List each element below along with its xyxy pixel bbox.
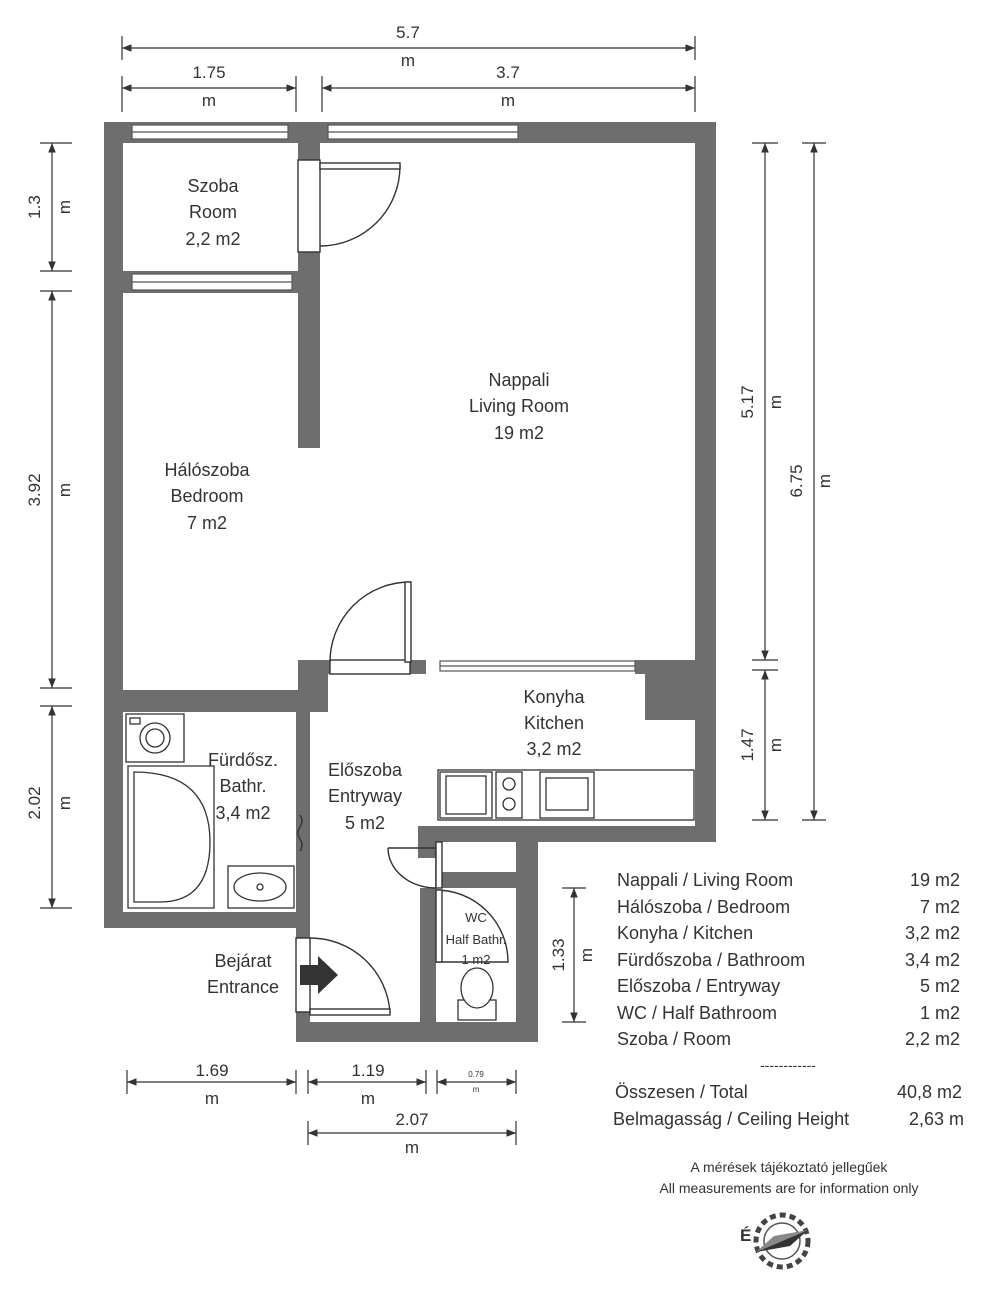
room-area: 2,2 m2: [185, 229, 241, 249]
kitchen-name-en: Kitchen: [523, 713, 585, 733]
legend-value: 3,2 m2: [904, 923, 960, 943]
legend-label: Szoba / Room: [617, 1029, 732, 1049]
dim-unit: m: [404, 1138, 420, 1157]
entrance-line2: Entrance: [206, 977, 280, 997]
dim-unit: m: [500, 91, 516, 110]
dim-unit: m: [766, 737, 785, 753]
note-hu: A mérések tájékoztató jellegűek: [690, 1159, 888, 1175]
legend-value: 3,4 m2: [904, 950, 960, 970]
area-legend: [613, 870, 964, 1129]
dim-bottom-3: 0.79: [468, 1070, 484, 1079]
dim-unit: m: [815, 473, 834, 489]
legend-label: Hálószoba / Bedroom: [617, 897, 791, 917]
dim-top-total: 5.7: [396, 23, 420, 42]
legend-label: Előszoba / Entryway: [617, 976, 781, 996]
dim-bottom-1: 1.69: [195, 1061, 229, 1080]
dim-bottom-total: 2.07: [395, 1110, 429, 1129]
living-name-hu: Nappali: [488, 370, 550, 390]
wc-area: 1 m2: [461, 952, 491, 967]
legend-value: 1 m2: [919, 1003, 960, 1023]
dim-unit: m: [766, 394, 785, 410]
legend-total-label: Összesen / Total: [615, 1082, 748, 1102]
compass-icon: [740, 1215, 808, 1267]
living-name-en: Living Room: [468, 396, 570, 416]
dim-left-3: 2.02: [25, 786, 44, 820]
dim-top-right: 3.7: [496, 63, 520, 82]
wc-name-en: Half Bathr.: [445, 932, 507, 947]
legend-label: Konyha / Kitchen: [617, 923, 754, 943]
dim-unit: m: [472, 1085, 480, 1094]
dim-right-lower: 1.47: [738, 728, 757, 762]
dim-unit: m: [360, 1089, 376, 1108]
dim-unit: m: [55, 795, 74, 811]
dim-right-total: 6.75: [787, 464, 806, 498]
kitchen-name-hu: Konyha: [523, 687, 585, 707]
living-area: 19 m2: [493, 423, 545, 443]
bathroom-name-en: Bathr.: [219, 776, 267, 796]
dim-unit: m: [204, 1089, 220, 1108]
legend-label: Nappali / Living Room: [617, 870, 794, 890]
dim-left-1: 1.3: [25, 195, 44, 219]
bathroom-name-hu: Fürdősz.: [207, 750, 279, 770]
dim-unit: m: [55, 199, 74, 215]
dim-right-upper: 5.17: [738, 385, 757, 419]
legend-value: 7 m2: [919, 897, 960, 917]
legend-label: Fürdőszoba / Bathroom: [617, 950, 806, 970]
entryway-area: 5 m2: [344, 813, 386, 833]
legend-value: 19 m2: [909, 870, 960, 890]
kitchen-area: 3,2 m2: [526, 739, 582, 759]
note-en: All measurements are for information only: [659, 1180, 919, 1196]
dim-unit: m: [400, 51, 416, 70]
legend-value: 2,2 m2: [904, 1029, 960, 1049]
dim-unit: m: [201, 91, 217, 110]
dim-unit: m: [577, 947, 596, 963]
entrance-line1: Bejárat: [214, 951, 272, 971]
room-name-hu: Szoba: [187, 176, 239, 196]
entryway-name-hu: Előszoba: [327, 760, 403, 780]
legend-ceiling-value: 2,63 m: [908, 1109, 964, 1129]
bedroom-name-hu: Hálószoba: [164, 460, 250, 480]
legend-ceiling-label: Belmagasság / Ceiling Height: [613, 1109, 850, 1129]
dim-left-2: 3.92: [25, 473, 44, 507]
legend-value: 5 m2: [919, 976, 960, 996]
wc-name-hu: WC: [465, 910, 487, 925]
dim-unit: m: [55, 482, 74, 498]
kitchen-counter: [438, 770, 694, 820]
bedroom-name-en: Bedroom: [170, 486, 244, 506]
legend-total-value: 40,8 m2: [896, 1082, 962, 1102]
legend-label: WC / Half Bathroom: [617, 1003, 778, 1023]
entryway-name-en: Entryway: [327, 786, 403, 806]
bathroom-area: 3,4 m2: [215, 803, 271, 823]
compass-label: É: [740, 1226, 752, 1245]
dim-top-left: 1.75: [192, 63, 226, 82]
legend-separator: ------------: [760, 1057, 816, 1073]
bathroom-fixtures: [126, 714, 302, 908]
dim-bottom-2: 1.19: [351, 1061, 385, 1080]
dim-wc-height: 1.33: [549, 938, 568, 972]
room-name-en: Room: [188, 202, 238, 222]
toilet-icon: [458, 968, 496, 1020]
bedroom-area: 7 m2: [186, 513, 228, 533]
